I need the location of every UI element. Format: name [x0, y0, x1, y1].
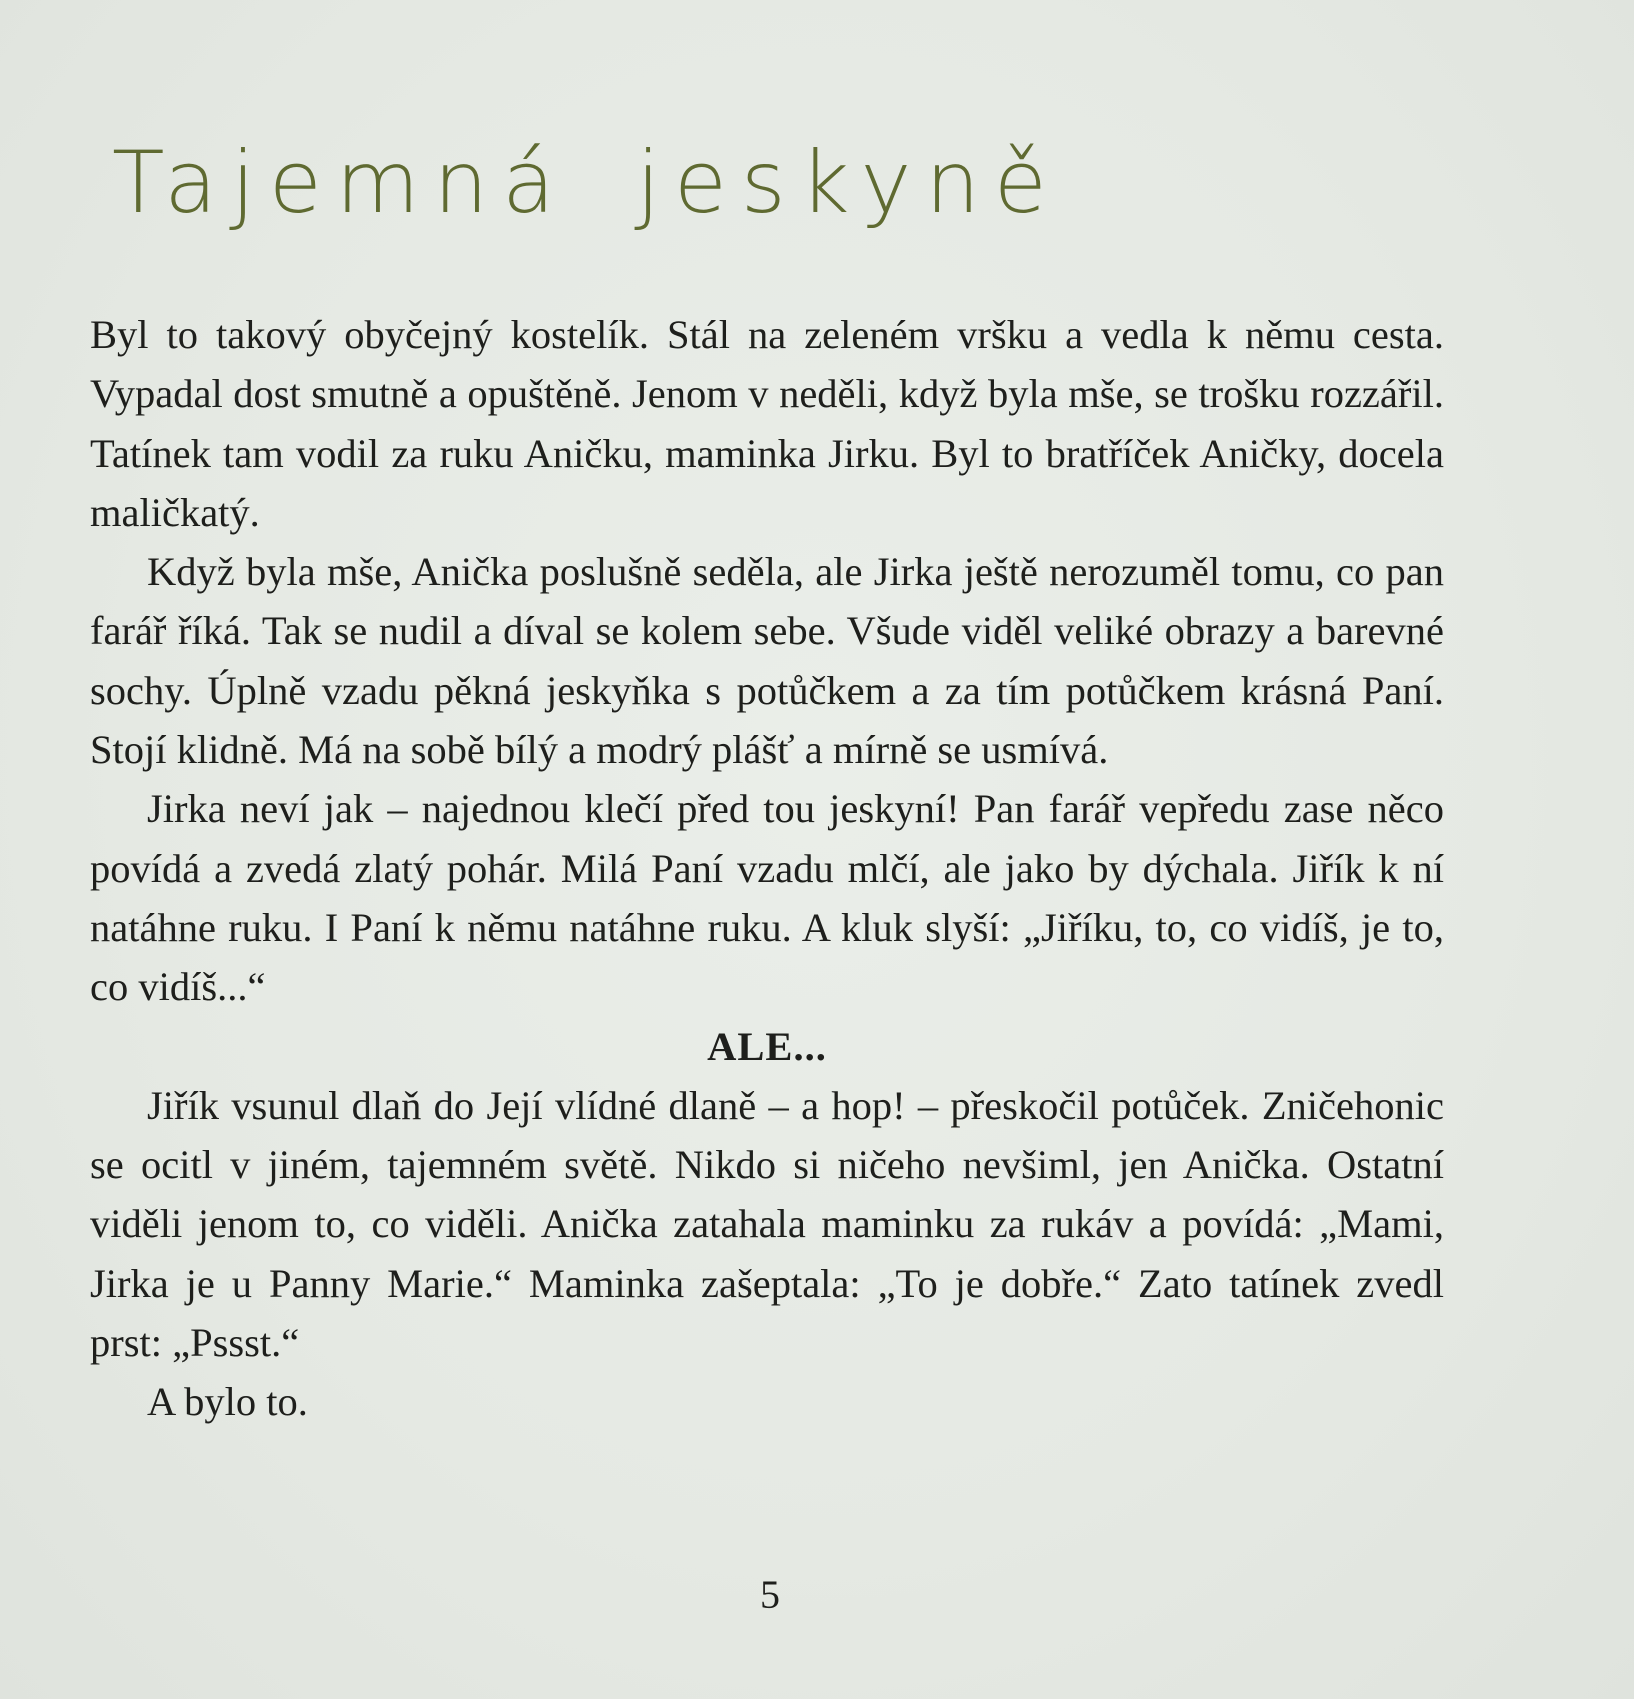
body-text: [90, 305, 1444, 1432]
paragraph-1: Byl to takový obyčejný kostelík. Stál na zeleném vršku a vedla k němu cesta. Vypadal dost smutně a opuštěně. Jenom v neděli, když byla mše, se trošku rozzářil. Tatínek tam vodil za ruku Aničku, maminka Jirku. Byl to bratříček Aničky, docela maličkatý.: [90, 312, 1444, 535]
page-number: 5: [760, 1572, 780, 1617]
paragraph-5: A bylo to.: [147, 1379, 308, 1425]
paragraph-4: Jiřík vsunul dlaň do Její vlídné dlaně – a hop! – přeskočil potůček. Zničehonic se ocitl v jiném, tajemném světě. Nikdo si ničeho nevšiml, jen Anička. Ostatní viděli jenom to, co viděli. Anička zatahala maminku za rukáv a povídá: „Mami, Jirka je u Panny Marie.“ Maminka zašeptala: „To je dobře.“ Zato tatínek zvedl prst: „Pssst.“: [90, 1082, 1444, 1366]
centered-heading-ale: ALE...: [707, 1023, 827, 1069]
paragraph-3: Jirka neví jak – najednou klečí před tou jeskyní! Pan farář vepředu zase něco povídá a zvedá zlatý pohár. Milá Paní vzadu mlčí, ale jako by dýchala. Jiřík k ní natáhne ruku. I Paní k němu natáhne ruku. A kluk slyší: „Jiříku, to, co vidíš, je to, co vidíš...“: [90, 786, 1444, 1010]
chapter-title: Tajemná jeskyně: [112, 133, 1061, 233]
paragraph-2: Když byla mše, Anička poslušně seděla, ale Jirka ještě nerozuměl tomu, co pan farář říká. Tak se nudil a díval se kolem sebe. Všude viděl veliké obrazy a barevné sochy. Úplně vzadu pěkná jeskyňka s potůčkem a za tím potůčkem krásná Paní. Stojí klidně. Má na sobě bílý a modrý plášť a mírně se usmívá.: [90, 549, 1444, 773]
